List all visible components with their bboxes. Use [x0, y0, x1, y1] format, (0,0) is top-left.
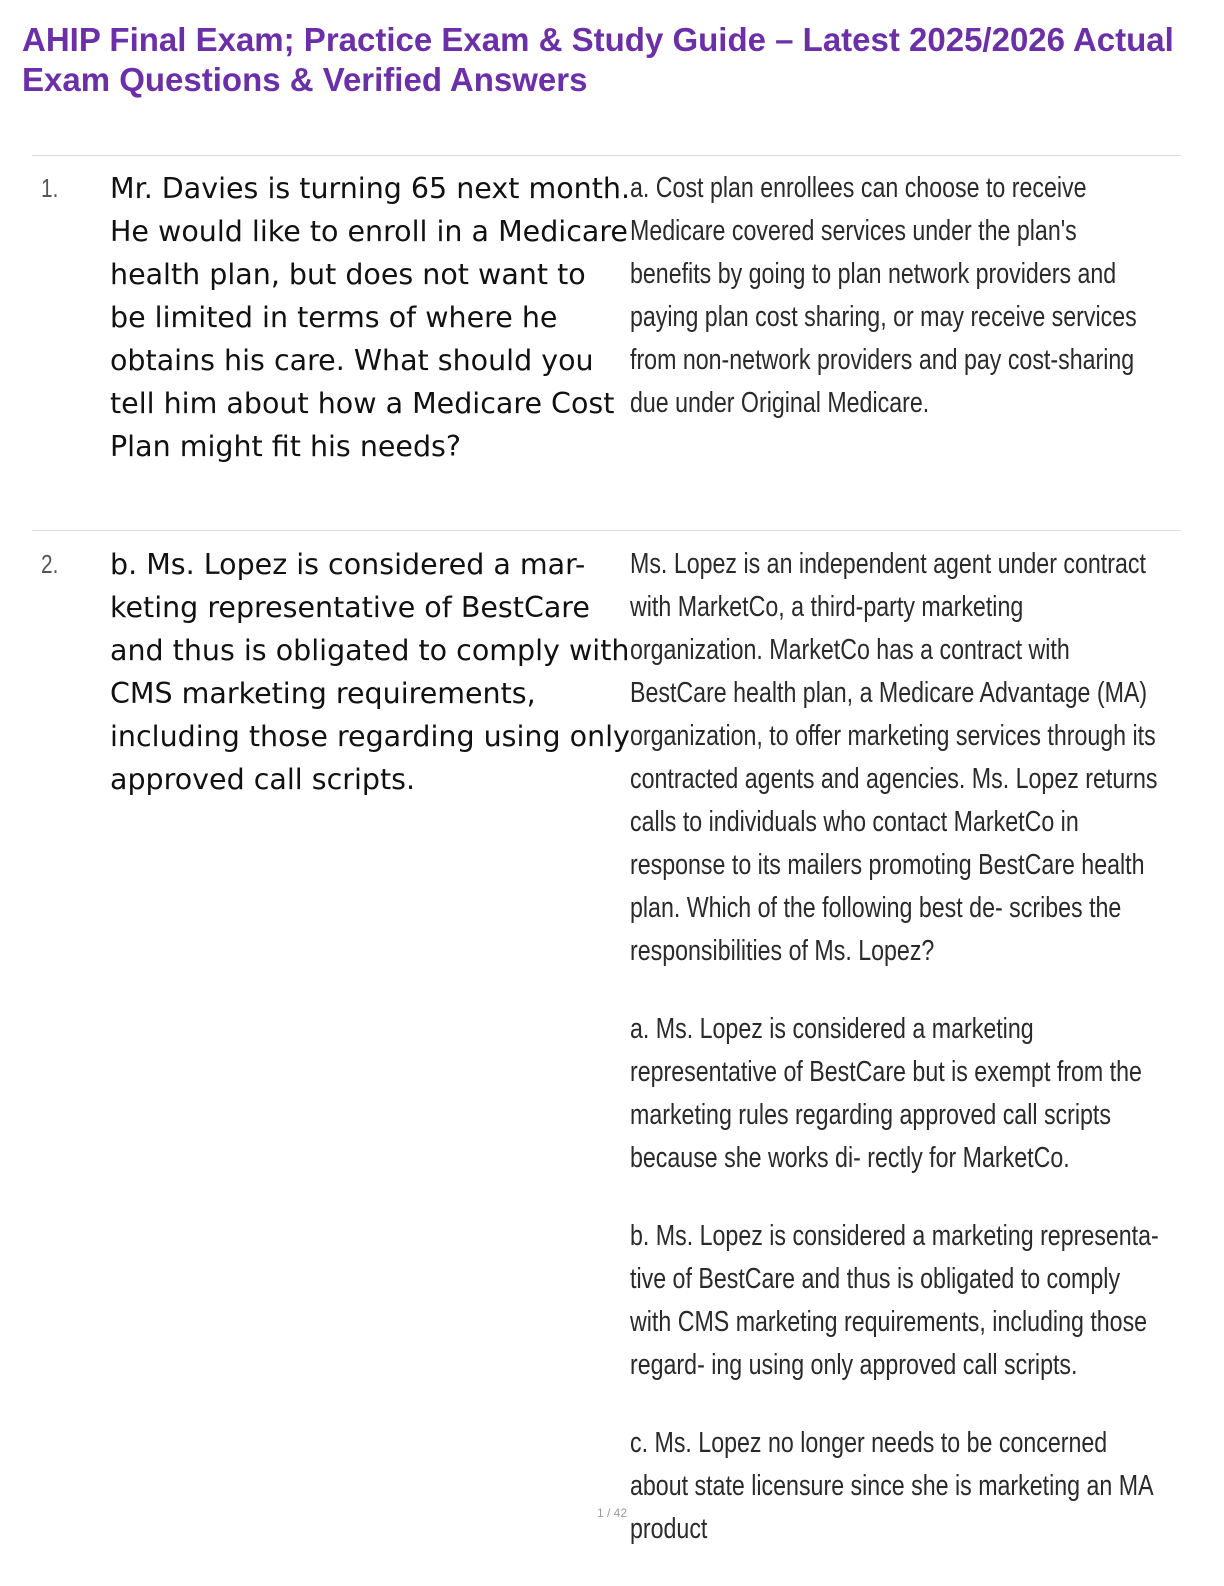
question-text: Mr. Davies is turning 65 next month. He would like to enroll in a Medicare health plan, but does not want to be limited in terms of where he obtains his care. What should you tell him about how a Medicare Cost Plan might fit his needs? [110, 172, 630, 463]
question-number: 1. [41, 173, 59, 203]
divider [32, 530, 1181, 531]
question-number: 2. [41, 549, 59, 579]
answer-text [630, 167, 1162, 460]
divider [32, 155, 1181, 156]
answer-text [630, 543, 1162, 1586]
answer-paragraph: a. Cost plan enrollees can choose to receive Medicare covered services under the plan's benefits by going to plan network providers and paying plan cost sharing, or may receive services from non-network providers and pay cost-sharing due under Original Medicare. [630, 172, 1137, 419]
answer-paragraph-scenario: Ms. Lopez is an independent agent under contract with MarketCo, a third-party marketing organization. MarketCo has a contract with BestCare health plan, a Medicare Advantage (MA) organization, to offer marketing services through its contracted agents and agencies. Ms. Lopez returns calls to individuals who contact MarketCo in response to its mailers promoting BestCare health plan. Which of the following best de- scribes the responsibilities of Ms. Lopez? [630, 548, 1158, 967]
answer-option-b: b. Ms. Lopez is considered a marketing representa- tive of BestCare and thus is obligated to comply with CMS marketing requirements, including those regard- ing using only approved call scripts. [630, 1220, 1159, 1381]
page-indicator: 1 / 42 [596, 1506, 628, 1520]
question-text: b. Ms. Lopez is considered a mar- keting representative of BestCare and thus is obligated to comply with CMS marketing requirements, including those regarding using only approved call scripts. [110, 548, 630, 796]
answer-option-c: c. Ms. Lopez no longer needs to be concerned about state licensure since she is marketing an MA product [630, 1427, 1153, 1545]
answer-option-a: a. Ms. Lopez is considered a marketing representative of BestCare but is exempt from the marketing rules regarding approved call scripts because she works di- rectly for MarketCo. [630, 1013, 1142, 1174]
document-title: AHIP Final Exam; Practice Exam & Study Guide – Latest 2025/2026 Actual Exam Questions & Verified Answers [22, 21, 1174, 98]
